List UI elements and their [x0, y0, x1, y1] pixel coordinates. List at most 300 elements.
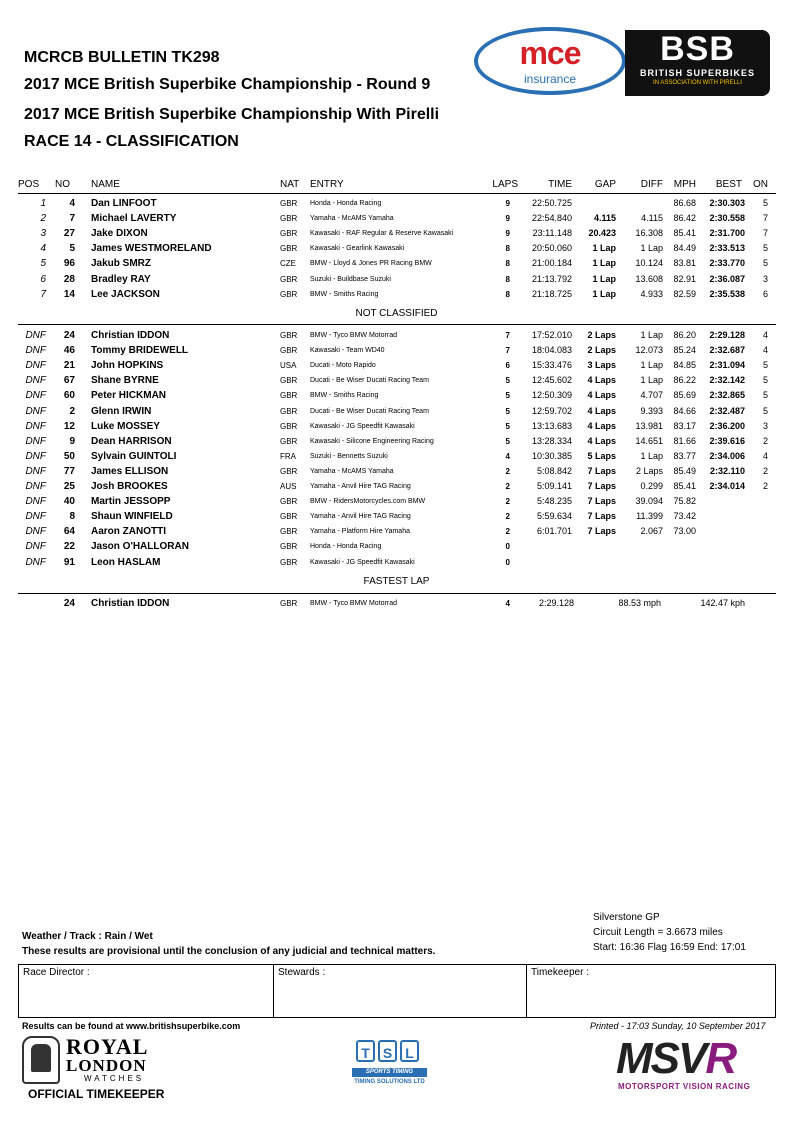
tsl-tagline: TIMING SOLUTIONS LTD [354, 1079, 425, 1085]
cell-no: 5 [69, 243, 75, 255]
tsl-band: SPORTS TIMING [352, 1068, 427, 1077]
table-row [0, 390, 793, 405]
cell-on: 5 [762, 390, 768, 401]
cell-entry: Kawasaki - Team WD40 [310, 347, 385, 355]
cell-nat: GBR [280, 466, 298, 476]
cell-pos: DNF [25, 541, 46, 553]
london-text: LONDON [66, 1056, 147, 1075]
cell-mph: 81.66 [673, 435, 696, 446]
cell-entry: Kawasaki - JG Speedfit Kawasaki [310, 558, 415, 566]
column-headers [0, 179, 793, 194]
table-row [0, 451, 793, 466]
results-url: Results can be found at www.britishsuperbike.com [22, 1021, 241, 1031]
cell-name: Luke MOSSEY [91, 420, 160, 432]
cell-on: 2 [762, 435, 768, 446]
cell-gap: 4 Laps [587, 405, 616, 416]
not-classified-divider [18, 324, 776, 325]
cell-best: 2:32.110 [709, 465, 745, 476]
cell-mph: 86.22 [673, 375, 696, 386]
cell-on: 4 [762, 330, 768, 340]
cell-no: 25 [63, 481, 75, 492]
col-pos: POS [18, 179, 40, 190]
cell-time: 13:28.334 [531, 435, 572, 446]
fastest-lap-kph: 142.47 kph [700, 598, 745, 608]
table-row [0, 243, 793, 258]
stewards-label: Stewards : [278, 967, 326, 978]
cell-no: 60 [63, 390, 75, 402]
cell-pos: 7 [40, 288, 46, 300]
cell-name: Peter HICKMAN [91, 390, 167, 402]
championship-title: 2017 MCE British Superbike Championship With Pirelli [24, 106, 440, 123]
cell-best: 2:36.087 [709, 273, 745, 284]
cell-nat: GBR [280, 244, 298, 254]
cell-mph: 73.00 [673, 526, 696, 537]
cell-on: 4 [762, 345, 768, 356]
cell-laps: 9 [505, 199, 510, 208]
cell-diff: 4.115 [641, 213, 663, 224]
cell-mph: 73.42 [673, 511, 696, 522]
cell-mph: 83.77 [673, 450, 696, 461]
royal-london-logo [22, 1036, 172, 1102]
cell-name: Jake DIXON [91, 228, 148, 240]
table-row [0, 330, 793, 345]
timekeeper-cell [527, 965, 775, 1017]
cell-gap: 1 Lap [592, 288, 616, 299]
cell-nat: GBR [280, 199, 298, 208]
cell-laps: 5 [505, 406, 510, 416]
table-row [0, 436, 793, 451]
cell-nat: GBR [280, 289, 298, 299]
cell-laps: 5 [505, 436, 510, 446]
table-row [0, 481, 793, 496]
cell-pos: DNF [25, 390, 46, 402]
table-row [0, 557, 793, 572]
fastest-lap-heading: FASTEST LAP [363, 576, 430, 587]
cell-gap: 4 Laps [587, 375, 616, 386]
col-entry: ENTRY [310, 179, 344, 190]
cell-entry: Yamaha - Platform Hire Yamaha [310, 528, 410, 536]
cell-gap: 4 Laps [587, 420, 616, 431]
weather-track: Weather / Track : Rain / Wet [22, 931, 153, 942]
cell-no: 67 [63, 375, 75, 387]
cell-time: 6:01.701 [536, 526, 572, 537]
cell-time: 21:13.792 [531, 273, 572, 284]
cell-nat: GBR [280, 376, 298, 386]
col-mph: MPH [673, 179, 696, 190]
cell-gap: 5 Laps [587, 450, 616, 461]
cell-no: 14 [63, 288, 75, 300]
cell-mph: 85.41 [673, 228, 696, 239]
cell-nat: CZE [280, 259, 296, 269]
cell-laps: 8 [505, 274, 510, 284]
cell-laps: 5 [505, 391, 510, 401]
cell-time: 5:09.141 [536, 481, 572, 491]
table-row [0, 526, 793, 541]
cell-time: 18:04.083 [531, 345, 572, 356]
table-row [0, 345, 793, 360]
cell-name: Tommy BRIDEWELL [91, 345, 189, 357]
msvr-tagline: MOTORSPORT VISION RACING [618, 1082, 751, 1091]
fastest-lap-mph: 88.53 mph [618, 598, 661, 608]
table-row [0, 228, 793, 243]
cell-gap: 7 Laps [587, 481, 616, 491]
cell-pos: DNF [25, 526, 46, 538]
cell-gap: 7 Laps [587, 511, 616, 522]
cell-diff: 10.124 [635, 258, 663, 269]
cell-laps: 0 [505, 557, 510, 567]
cell-nat: GBR [280, 542, 298, 552]
cell-entry: Honda - Honda Racing [310, 543, 382, 551]
cell-time: 13:13.683 [531, 420, 572, 431]
cell-no: 22 [63, 541, 75, 553]
col-nat: NAT [280, 179, 300, 190]
cell-laps: 9 [505, 214, 510, 224]
cell-best: 2:33.513 [709, 243, 745, 254]
cell-on: 6 [762, 288, 768, 299]
col-time: TIME [548, 179, 572, 190]
cell-pos: DNF [25, 481, 46, 492]
cell-mph: 86.42 [673, 213, 696, 224]
cell-nat: GBR [280, 527, 298, 537]
fastest-lap-divider [18, 593, 776, 594]
cell-name: Jason O'HALLORAN [91, 541, 189, 553]
cell-entry: BMW - Smiths Racing [310, 290, 379, 298]
cell-on: 5 [762, 243, 768, 254]
cell-no: 91 [63, 556, 75, 568]
cell-diff: 9.393 [640, 405, 663, 416]
cell-entry: Yamaha - Anvil Hire TAG Racing [310, 483, 411, 490]
cell-entry: Yamaha - Anvil Hire TAG Racing [310, 513, 411, 521]
col-on: ON [753, 179, 768, 190]
cell-on: 2 [762, 481, 768, 491]
cell-time: 17:52.010 [531, 330, 572, 340]
cell-entry: Kawasaki - Gearlink Kawasaki [310, 245, 405, 253]
cell-entry: Ducati - Be Wiser Ducati Racing Team [310, 407, 429, 415]
cell-on: 5 [762, 198, 768, 208]
cell-laps: 8 [505, 244, 510, 254]
cell-laps: 8 [505, 289, 510, 299]
cell-no: 27 [63, 228, 75, 240]
cell-diff: 2.067 [640, 526, 663, 537]
cell-best: 2:32.142 [709, 375, 745, 386]
col-diff: DIFF [640, 179, 663, 190]
cell-name: Lee JACKSON [91, 288, 160, 300]
cell-best: 2:32.865 [709, 390, 745, 401]
cell-diff: 39.094 [635, 496, 663, 507]
table-row [0, 421, 793, 436]
cell-laps: 2 [505, 527, 510, 537]
cell-time: 21:00.184 [531, 258, 572, 269]
fastest-lap-entry: BMW - Tyco BMW Motorrad [310, 600, 397, 607]
fastest-lap-no: 24 [63, 598, 75, 609]
cell-pos: DNF [25, 375, 46, 387]
table-row [0, 198, 793, 213]
table-row [0, 406, 793, 421]
cell-mph: 75.82 [673, 496, 696, 507]
cell-name: Martin JESSOPP [91, 496, 171, 508]
cell-pos: DNF [25, 420, 46, 432]
cell-mph: 85.49 [673, 465, 696, 476]
fastest-lap-time: 2:29.128 [538, 598, 574, 608]
cell-mph: 84.85 [673, 360, 696, 371]
cell-time: 10:30.385 [531, 450, 572, 461]
cell-diff: 1 Lap [640, 450, 663, 461]
cell-nat: GBR [280, 274, 298, 284]
tsl-letter-t: T [356, 1040, 375, 1062]
cell-nat: GBR [280, 497, 298, 507]
cell-nat: GBR [280, 406, 298, 416]
table-row [0, 541, 793, 556]
fastest-lap-row [0, 598, 793, 613]
bsb-logo [625, 30, 770, 96]
cell-laps: 9 [505, 229, 510, 239]
cell-no: 28 [63, 273, 75, 285]
cell-time: 22:54.840 [531, 213, 572, 224]
cell-pos: DNF [25, 330, 46, 341]
tsl-logo [352, 1040, 427, 1090]
cell-pos: 6 [40, 273, 46, 285]
cell-gap: 7 Laps [587, 496, 616, 507]
cell-nat: AUS [280, 482, 297, 491]
circuit-length: Circuit Length = 3.6673 miles [593, 927, 723, 938]
cell-diff: 1 Lap [640, 360, 663, 371]
header-divider [18, 193, 776, 194]
cell-best: 2:34.014 [709, 481, 745, 491]
cell-name: Josh BROOKES [91, 481, 168, 492]
cell-best: 2:32.487 [709, 405, 745, 416]
race-title: RACE 14 - CLASSIFICATION [24, 133, 239, 150]
cell-laps: 2 [505, 466, 510, 476]
table-row [0, 274, 793, 289]
race-director-cell [19, 965, 274, 1017]
cell-best: 2:33.770 [709, 258, 745, 269]
cell-time: 21:18.725 [531, 288, 572, 299]
msvr-text: MSV [616, 1034, 706, 1083]
printed-timestamp: Printed - 17:03 Sunday, 10 September 2017 [590, 1021, 766, 1031]
cell-gap: 7 Laps [587, 465, 616, 476]
fastest-lap-name: Christian IDDON [91, 598, 170, 609]
cell-name: Glenn IRWIN [91, 405, 152, 417]
cell-pos: DNF [25, 360, 46, 372]
cell-time: 23:11.148 [532, 228, 572, 239]
cell-mph: 84.49 [673, 243, 696, 254]
official-timekeeper: OFFICIAL TIMEKEEPER [28, 1087, 165, 1101]
cell-diff: 1 Lap [640, 243, 663, 254]
cell-name: Shane BYRNE [91, 375, 159, 387]
circuit-name: Silverstone GP [593, 912, 660, 923]
cell-laps: 5 [505, 421, 510, 431]
cell-laps: 7 [505, 331, 510, 340]
table-row [0, 496, 793, 511]
cell-time: 15:33.476 [531, 360, 572, 371]
cell-pos: 5 [40, 258, 46, 270]
cell-mph: 82.59 [673, 288, 696, 299]
bsb-logo-text: BSB [660, 30, 735, 68]
bsb-logo-assoc: IN ASSOCIATION WITH PIRELLI [653, 80, 742, 86]
cell-no: 7 [69, 213, 75, 225]
royal-text: ROYAL [66, 1034, 149, 1059]
cell-nat: GBR [280, 214, 298, 224]
cell-entry: Yamaha - McAMS Yamaha [310, 215, 394, 223]
cell-best: 2:31.700 [709, 228, 745, 239]
cell-entry: Yamaha - McAMS Yamaha [310, 467, 394, 475]
watches-text: WATCHES [84, 1074, 145, 1083]
cell-mph: 86.20 [673, 330, 696, 340]
cell-time: 22:50.725 [531, 198, 572, 208]
cell-nat: GBR [280, 391, 298, 401]
table-row [0, 511, 793, 526]
cell-diff: 11.399 [636, 511, 663, 522]
cell-time: 12:50.309 [531, 390, 572, 401]
cell-name: Michael LAVERTY [91, 213, 177, 225]
cell-gap: 4 Laps [587, 435, 616, 446]
fastest-lap-lap: 4 [505, 599, 510, 608]
cell-no: 2 [69, 405, 75, 417]
cell-laps: 2 [505, 512, 510, 522]
cell-gap: 4.115 [593, 213, 616, 224]
cell-diff: 0.299 [640, 481, 663, 491]
cell-no: 21 [63, 360, 75, 372]
cell-pos: 3 [40, 228, 46, 240]
cell-laps: 8 [505, 259, 510, 269]
cell-name: James ELLISON [91, 465, 169, 477]
cell-entry: BMW - Smiths Racing [310, 392, 379, 400]
cell-no: 4 [69, 198, 75, 209]
cell-diff: 16.308 [635, 228, 663, 239]
championship-round: 2017 MCE British Superbike Championship - Round 9 [24, 76, 431, 93]
col-laps: LAPS [492, 179, 518, 190]
cell-time: 12:45.602 [531, 375, 572, 386]
cell-name: Sylvain GUINTOLI [91, 450, 177, 462]
cell-no: 40 [63, 496, 75, 508]
cell-on: 5 [762, 258, 768, 269]
stewards-cell [274, 965, 527, 1017]
cell-time: 5:59.634 [536, 511, 572, 522]
cell-pos: DNF [25, 556, 46, 568]
cell-on: 7 [762, 228, 768, 239]
cell-best: 2:30.558 [709, 213, 745, 224]
cell-mph: 82.91 [673, 273, 696, 284]
table-row [0, 258, 793, 273]
cell-gap: 1 Lap [592, 258, 616, 269]
cell-diff: 13.981 [635, 420, 663, 431]
signature-box [18, 964, 776, 1018]
cell-pos: DNF [25, 450, 46, 462]
mce-logo-text: mce [519, 35, 581, 71]
cell-name: John HOPKINS [91, 360, 164, 372]
cell-laps: 6 [505, 361, 510, 371]
table-row [0, 360, 793, 375]
cell-no: 9 [69, 435, 75, 447]
cell-best: 2:30.303 [709, 198, 745, 208]
cell-mph: 86.68 [673, 198, 696, 208]
cell-laps: 0 [505, 542, 510, 552]
cell-diff: 13.608 [635, 273, 663, 284]
provisional-notice: These results are provisional until the conclusion of any judicial and technical matters. [22, 946, 436, 957]
cell-entry: Honda - Honda Racing [310, 200, 382, 207]
msvr-logo [616, 1034, 776, 1096]
cell-no: 50 [63, 450, 75, 462]
mce-insurance-logo [474, 27, 626, 95]
cell-no: 64 [63, 526, 75, 538]
cell-gap: 20.423 [588, 228, 616, 239]
cell-name: Aaron ZANOTTI [91, 526, 166, 538]
cell-diff: 2 Laps [635, 465, 663, 476]
cell-on: 5 [762, 360, 768, 371]
cell-nat: GBR [280, 421, 298, 431]
cell-laps: 2 [505, 482, 510, 491]
cell-name: Shaun WINFIELD [91, 511, 173, 523]
cell-no: 8 [69, 511, 75, 523]
cell-nat: USA [280, 361, 297, 371]
cell-no: 46 [63, 345, 75, 357]
cell-pos: DNF [25, 405, 46, 417]
cell-nat: GBR [280, 512, 298, 522]
cell-nat: FRA [280, 451, 296, 461]
cell-pos: DNF [25, 435, 46, 447]
cell-name: Leon HASLAM [91, 556, 161, 568]
cell-nat: GBR [280, 557, 298, 567]
cell-no: 96 [63, 258, 75, 270]
cell-entry: Kawasaki - RAF Regular & Reserve Kawasaki [310, 230, 454, 238]
cell-no: 12 [63, 420, 75, 432]
cell-best: 2:36.200 [709, 420, 745, 431]
bulletin-number: MCRCB BULLETIN TK298 [24, 49, 220, 66]
cell-name: Bradley RAY [91, 273, 151, 285]
col-name: NAME [91, 179, 120, 190]
cell-best: 2:29.128 [709, 330, 745, 340]
table-row [0, 375, 793, 390]
cell-mph: 85.41 [673, 481, 696, 491]
cell-diff: 1 Lap [640, 330, 663, 340]
cell-mph: 83.81 [673, 258, 696, 269]
cell-time: 20:50.060 [531, 243, 572, 254]
cell-gap: 1 Lap [592, 273, 616, 284]
timekeeper-label: Timekeeper : [531, 967, 589, 978]
session-times: Start: 16:36 Flag 16:59 End: 17:01 [593, 942, 746, 953]
cell-time: 5:08.842 [536, 465, 572, 476]
cell-on: 3 [762, 420, 768, 431]
msvr-r-text: R [705, 1034, 736, 1083]
cell-entry: BMW - RidersMotorcycles.com BMW [310, 498, 426, 506]
cell-pos: DNF [25, 511, 46, 523]
cell-on: 2 [762, 465, 768, 476]
table-row [0, 289, 793, 304]
cell-best: 2:32.687 [709, 345, 745, 356]
cell-no: 77 [63, 465, 75, 477]
cell-laps: 2 [505, 497, 510, 507]
cell-entry: Kawasaki - JG Speedfit Kawasaki [310, 422, 415, 430]
cell-name: Christian IDDON [91, 330, 170, 341]
cell-best: 2:34.006 [709, 450, 745, 461]
cell-on: 4 [762, 450, 768, 461]
col-no: NO [55, 179, 70, 190]
cell-on: 3 [762, 273, 768, 284]
cell-diff: 1 Lap [640, 375, 663, 386]
cell-name: James WESTMORELAND [91, 243, 212, 255]
cell-nat: GBR [280, 436, 298, 446]
cell-entry: Suzuki - Buildbase Suzuki [310, 275, 391, 283]
cell-diff: 12.073 [635, 345, 663, 356]
cell-entry: Ducati - Be Wiser Ducati Racing Team [310, 377, 429, 385]
cell-gap: 1 Lap [592, 243, 616, 254]
cell-on: 7 [762, 213, 768, 224]
cell-on: 5 [762, 405, 768, 416]
tsl-letter-s: S [378, 1040, 397, 1062]
tsl-letter-l: L [400, 1040, 419, 1062]
crown-icon [22, 1036, 60, 1084]
cell-mph: 83.17 [673, 420, 696, 431]
